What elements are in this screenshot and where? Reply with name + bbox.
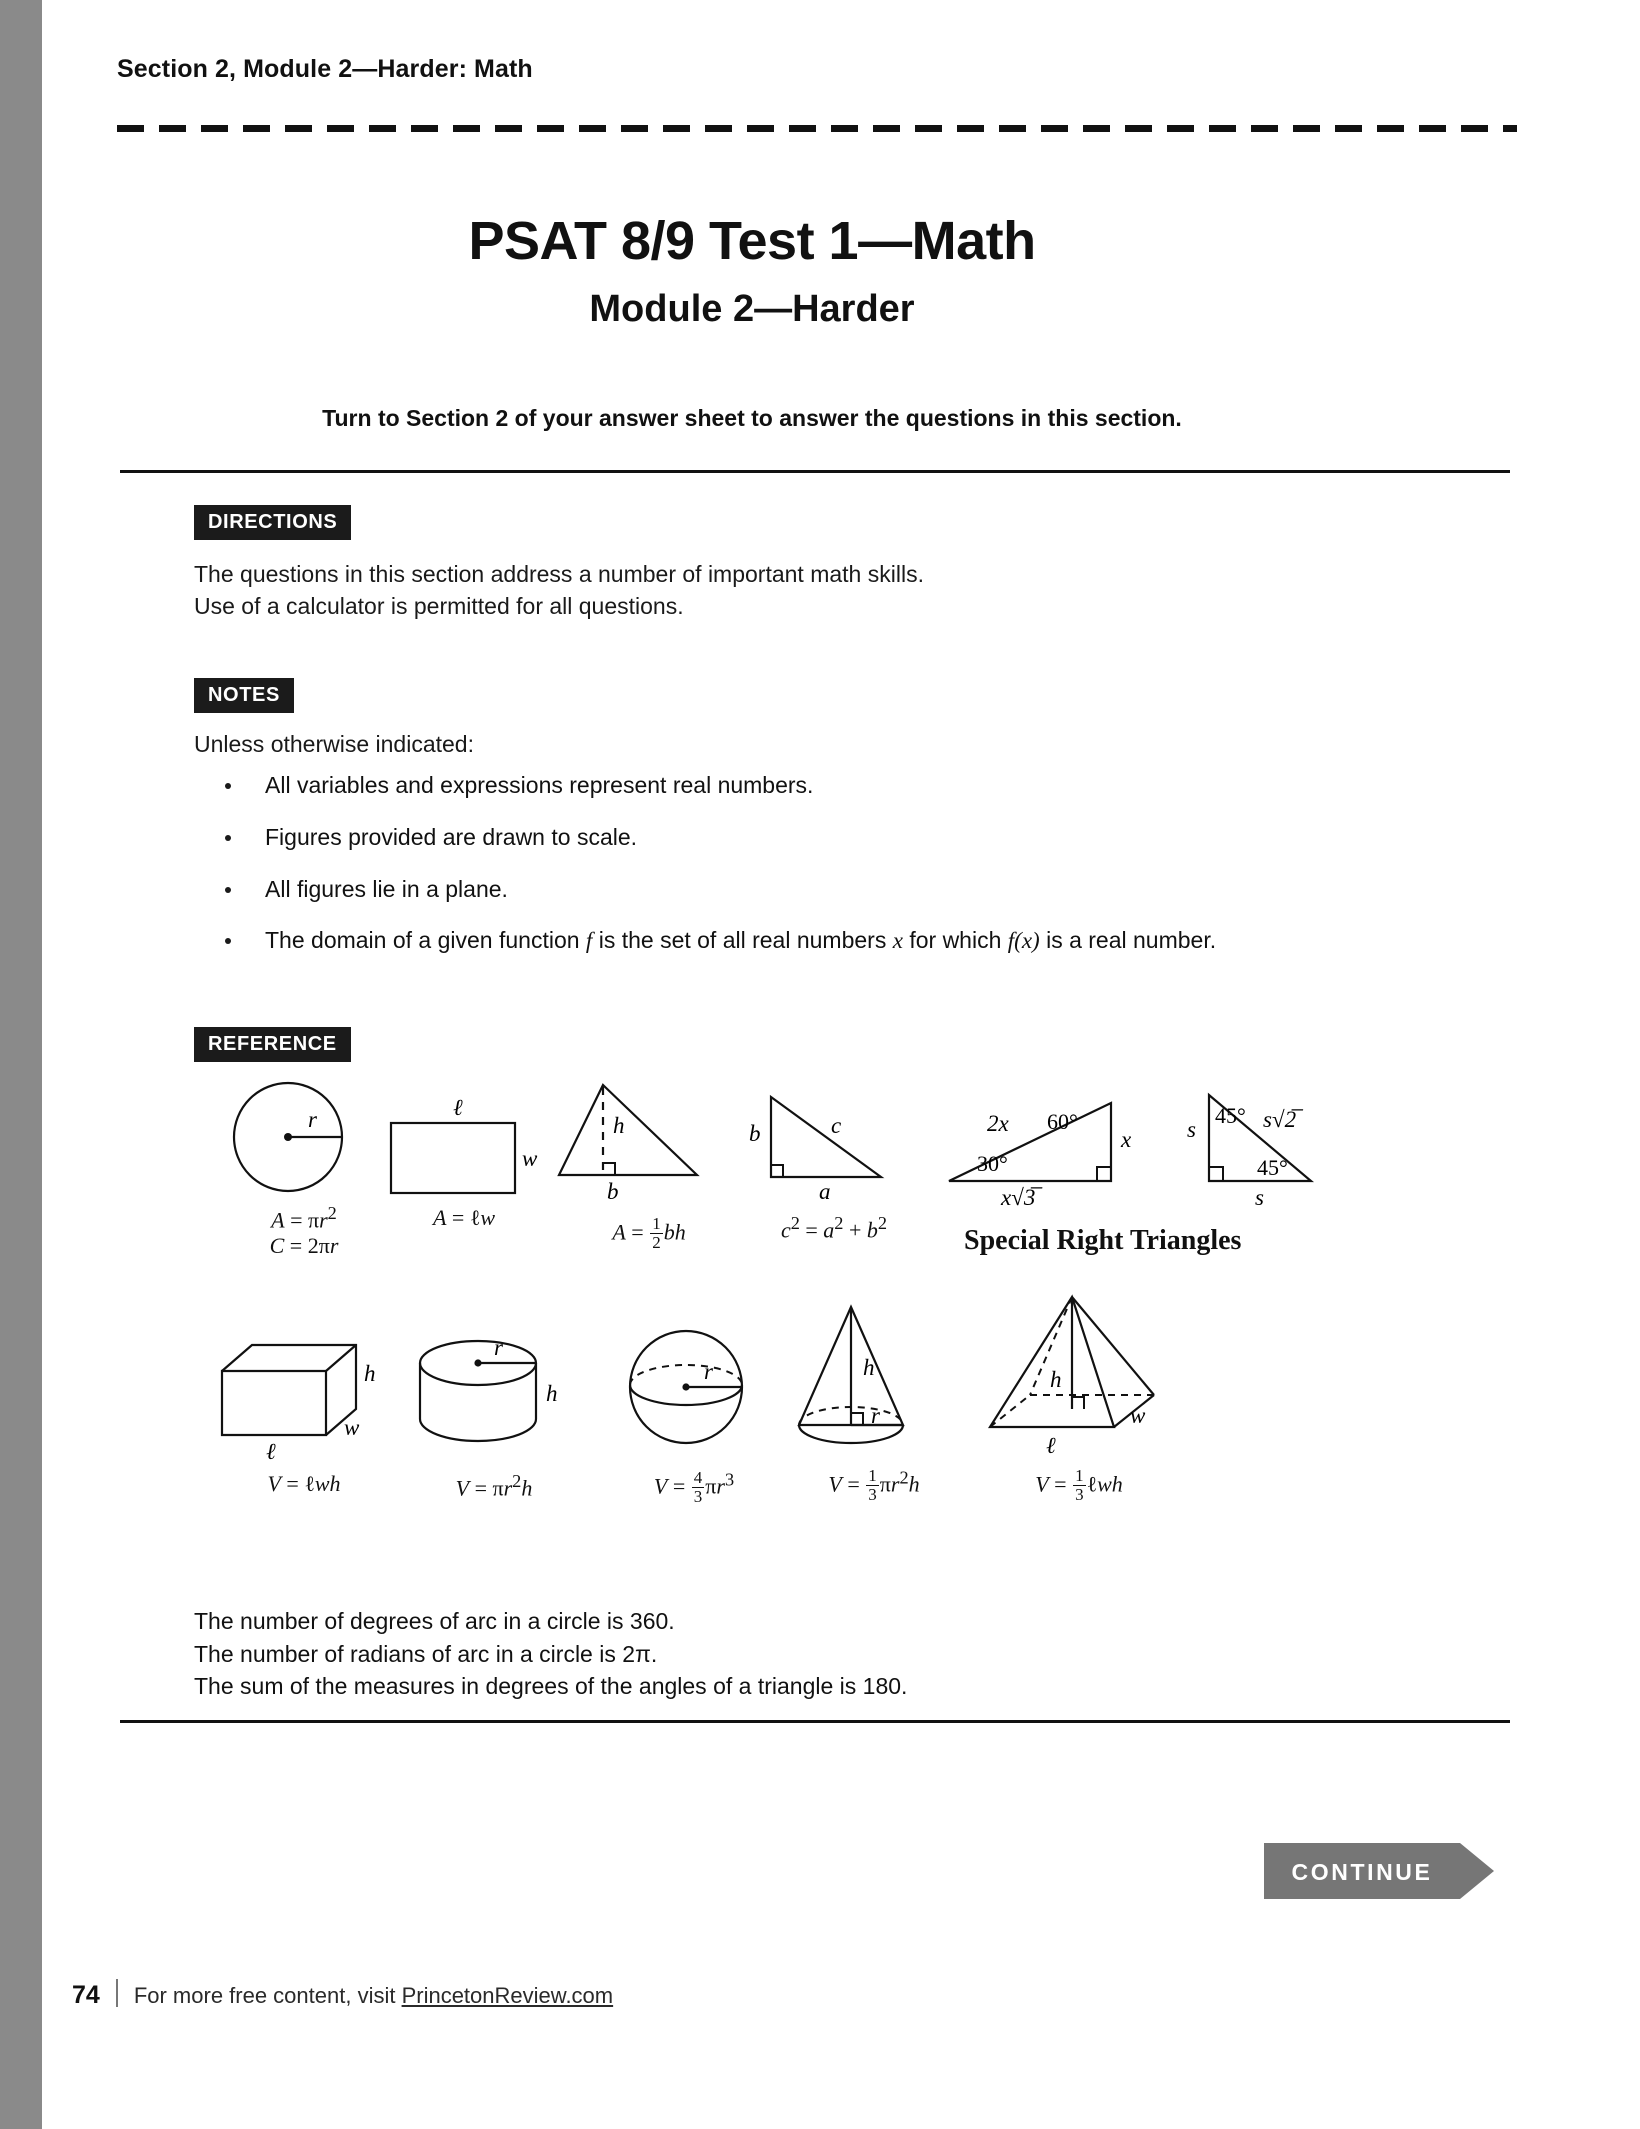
domain-text-pre: The domain of a given function	[265, 927, 586, 954]
rectangle-diagram	[369, 1093, 559, 1205]
figure-cylinder	[394, 1323, 594, 1501]
figure-rectangular-prism	[204, 1325, 404, 1497]
prism-volume-formula: V = ℓwh	[267, 1471, 341, 1496]
directions-text	[194, 558, 1294, 622]
page-footer	[72, 1975, 613, 2010]
right-triangle-diagram	[739, 1085, 929, 1205]
figure-rectangle	[369, 1093, 559, 1231]
pyramid-volume-formula: V = $\frac{1}{3}$ ℓwh	[1035, 1466, 1123, 1504]
page-number: 74	[72, 1981, 100, 2009]
t454590-label-s-bottom: s	[1255, 1185, 1264, 1209]
pythagorean-formula: $c^2 = a^2 + b^2$	[780, 1213, 888, 1243]
footer-divider	[116, 1979, 118, 2007]
figure-pyramid	[964, 1287, 1194, 1504]
rectangular-prism-diagram	[204, 1325, 404, 1465]
pyramid-label-l: ℓ	[1046, 1433, 1056, 1458]
rt-label-c: c	[831, 1113, 842, 1138]
figure-triangle	[549, 1075, 749, 1252]
page-title: PSAT 8/9 Test 1—Math	[468, 211, 1036, 271]
cylinder-diagram	[394, 1323, 594, 1465]
continue-button[interactable]	[1264, 1843, 1494, 1899]
rect-label-l: ℓ	[453, 1095, 463, 1120]
directions-badge: DIRECTIONS	[194, 505, 351, 540]
dashed-rule	[117, 125, 1517, 132]
pyramid-label-h: h	[1050, 1367, 1062, 1392]
page-content	[42, 0, 1640, 2129]
rt-label-b: b	[749, 1121, 761, 1146]
triangle-formula-area: A = $\frac{1}{2}$ bh	[612, 1214, 686, 1252]
triangle-45-45-90-diagram	[1159, 1083, 1379, 1209]
page-spine-bar	[0, 0, 42, 2129]
notes-bullet-item: Figures provided are drawn to scale.	[217, 822, 1337, 853]
domain-var-x: x	[892, 928, 903, 954]
domain-var-fx: f(x)	[1007, 928, 1040, 954]
domain-text-mid2: for which	[902, 927, 1008, 954]
running-header: Section 2, Module 2—Harder: Math	[117, 55, 533, 83]
rect-label-w: w	[522, 1146, 538, 1171]
triangle-label-b: b	[607, 1179, 619, 1204]
divider-bottom	[120, 1720, 1510, 1723]
t454590-label-sroot2: s√2̅	[1263, 1107, 1297, 1132]
domain-text-end: is a real number.	[1039, 927, 1217, 954]
domain-var-f: f	[585, 928, 593, 954]
triangle-30-60-90-diagram	[939, 1089, 1169, 1209]
cylinder-label-r: r	[494, 1335, 503, 1360]
continue-button-label: CONTINUE	[1291, 1859, 1433, 1885]
cone-label-h: h	[863, 1355, 875, 1380]
pyramid-diagram	[964, 1287, 1194, 1467]
cone-label-r: r	[871, 1403, 880, 1428]
reference-facts	[194, 1605, 907, 1703]
directions-line-2: Use of a calculator is permitted for all questions.	[194, 593, 684, 620]
sphere-diagram	[594, 1315, 794, 1465]
notes-bullet-item: All figures lie in a plane.	[217, 874, 1337, 905]
cylinder-label-h: h	[546, 1381, 558, 1406]
t454590-label-45-bottom: 45°	[1257, 1155, 1288, 1180]
notes-badge: NOTES	[194, 678, 294, 713]
figure-cone	[779, 1297, 969, 1504]
t306090-label-2x: 2x	[987, 1111, 1009, 1136]
page-subtitle: Module 2—Harder	[589, 288, 915, 330]
special-right-triangles-title: Special Right Triangles	[964, 1225, 1242, 1256]
circle-label-r: r	[308, 1107, 317, 1132]
t306090-label-xroot3: x√3̅	[1001, 1185, 1036, 1209]
t454590-label-s-left: s	[1187, 1117, 1196, 1142]
footer-text-before: For more free content, visit	[133, 1983, 402, 2008]
t454590-label-45-top: 45°	[1215, 1103, 1246, 1128]
circle-formula-area: $A = \pi r^2$	[271, 1203, 337, 1233]
notes-bullet-list	[217, 770, 1337, 978]
notes-bullet-item: All variables and expressions represent real numbers.	[217, 770, 1337, 801]
triangle-label-h: h	[613, 1113, 625, 1138]
cone-volume-formula: V = $\frac{1}{3}$ $\pi r^2h$	[828, 1466, 920, 1504]
rt-label-a: a	[819, 1179, 831, 1204]
t306090-label-30: 30°	[977, 1151, 1008, 1176]
cone-diagram	[779, 1297, 969, 1465]
pyramid-label-w: w	[1130, 1403, 1146, 1428]
footer-link[interactable]: PrincetonReview.com	[401, 1983, 614, 2008]
circle-formula-circumference: C = 2πr	[269, 1233, 339, 1259]
figure-sphere	[594, 1315, 794, 1506]
prism-label-h: h	[364, 1361, 376, 1386]
figure-triangle-45-45-90	[1159, 1083, 1379, 1209]
triangle-diagram	[549, 1075, 749, 1205]
cylinder-volume-formula: $V = \pi r^2h$	[455, 1471, 533, 1501]
circle-diagram	[214, 1075, 394, 1203]
rectangle-formula-area: A = ℓw	[432, 1205, 496, 1230]
fact-triangle-angle-sum: The sum of the measures in degrees of the angles of a triangle is 180.	[194, 1673, 908, 1700]
sphere-volume-formula: V = $\frac{4}{3}$ $\pi r^3$	[653, 1468, 735, 1506]
t306090-label-x: x	[1121, 1127, 1132, 1152]
figure-right-triangle	[739, 1085, 929, 1243]
t306090-label-60: 60°	[1047, 1109, 1078, 1134]
reference-badge: REFERENCE	[194, 1027, 351, 1062]
prism-label-w: w	[344, 1415, 360, 1440]
arrow-right-icon	[1460, 1843, 1494, 1899]
notes-bullet-item-domain	[217, 925, 1337, 957]
figure-triangle-30-60-90	[939, 1089, 1169, 1209]
divider-top	[120, 470, 1510, 473]
sphere-label-r: r	[704, 1359, 713, 1384]
footer-text	[134, 1983, 613, 2009]
notes-lead-text: Unless otherwise indicated:	[194, 731, 474, 757]
directions-line-1: The questions in this section address a number of important math skills.	[194, 561, 924, 587]
answer-sheet-instruction: Turn to Section 2 of your answer sheet to answer the questions in this section.	[322, 405, 1182, 431]
domain-text-mid: is the set of all real numbers	[592, 927, 893, 954]
prism-label-l: ℓ	[266, 1439, 276, 1464]
fact-radians-in-circle: The number of radians of arc in a circle is 2π.	[194, 1640, 658, 1667]
figure-circle	[214, 1075, 394, 1259]
fact-degrees-in-circle: The number of degrees of arc in a circle is 360.	[194, 1608, 675, 1634]
